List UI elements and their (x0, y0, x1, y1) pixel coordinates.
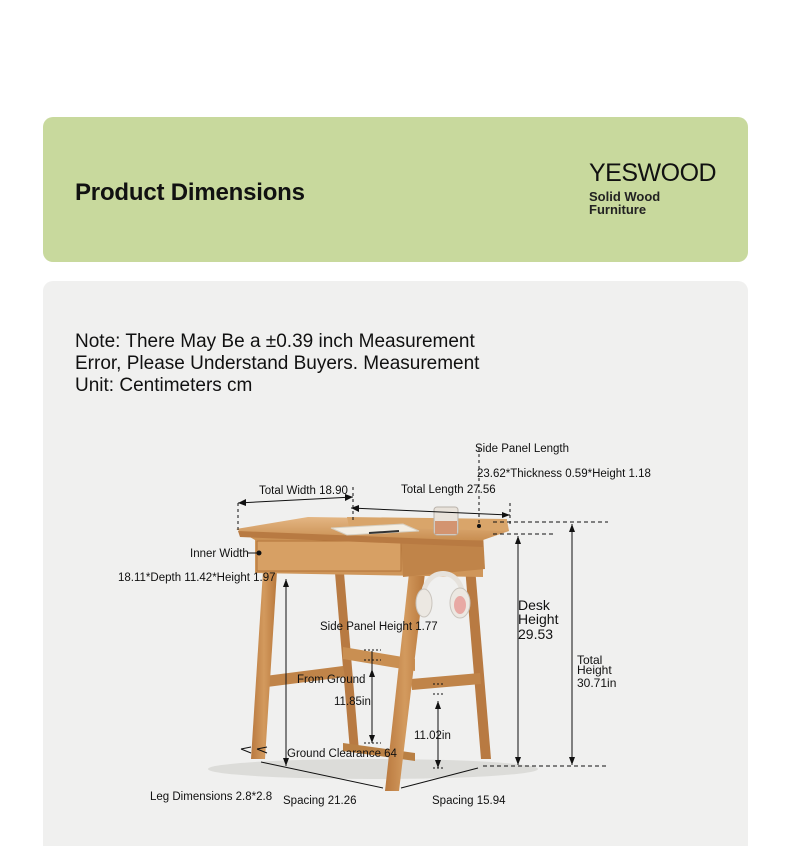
height-11-label: 11.02in (414, 730, 451, 742)
inner-width-label: Inner Width (190, 548, 249, 560)
from-ground-value: 11.85in (334, 696, 371, 708)
total-height-label-2: Height (577, 663, 612, 677)
side-panel-dims-label: 23.62*Thickness 0.59*Height 1.18 (477, 468, 651, 480)
inner-dims-label: 18.11*Depth 11.42*Height 1.97 (118, 572, 276, 584)
total-height-label-1: Total (577, 653, 603, 667)
brand-block (589, 159, 716, 216)
total-width-label: Total Width 18.90 (259, 485, 348, 497)
desk-drawer (257, 541, 401, 571)
desk-height-label-2: Height (518, 611, 559, 627)
header-banner (43, 117, 748, 262)
side-panel-length-label: Side Panel Length (475, 443, 569, 455)
from-ground-label: From Ground (297, 674, 366, 686)
measurement-note: Note: There May Be a ±0.39 inch Measurement Error, Please Understand Buyers. Measurement Unit: Centimeters cm (75, 331, 480, 396)
floor-shadow (208, 759, 538, 779)
total-length-label: Total Length 27.56 (401, 484, 496, 496)
desk-height-label-1: Desk (518, 597, 550, 613)
total-height-label-3: 30.71in (577, 676, 617, 690)
brand-name: YESWOOD (589, 159, 717, 187)
brand-tagline: Solid Wood Furniture (589, 189, 661, 217)
front-leg-left (251, 571, 277, 759)
glass-liquid (435, 521, 457, 534)
side-panel-height-label: Side Panel Height 1.77 (320, 621, 438, 633)
headphone-accent (454, 596, 466, 614)
desk-diagram (43, 281, 748, 846)
headphone-cup-left (416, 589, 432, 617)
desk-height-label-3: 29.53 (518, 626, 554, 642)
leg-dimensions-label: Leg Dimensions 2.8*2.8 (150, 791, 273, 803)
spacing-1-label: Spacing 21.26 (283, 795, 357, 807)
dimensions-card (43, 281, 748, 846)
spacing-2-label: Spacing 15.94 (432, 795, 506, 807)
page-title: Product Dimensions (75, 179, 305, 206)
stretcher-side-right (411, 673, 481, 690)
ground-clearance-label: Ground Clearance 64 (287, 748, 397, 760)
